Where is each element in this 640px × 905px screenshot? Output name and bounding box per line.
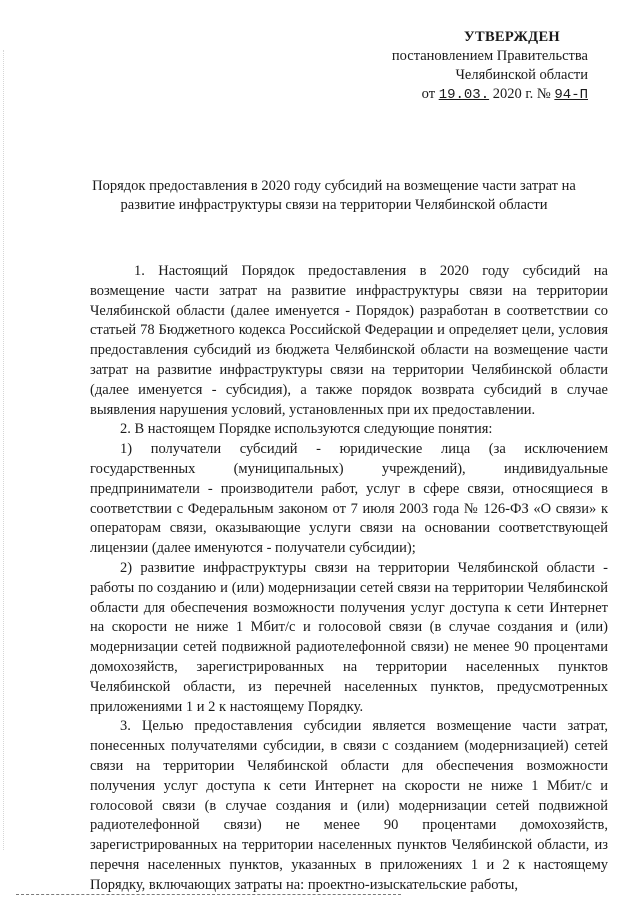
paragraph-2: 2. В настоящем Порядке используются следующие понятия: bbox=[120, 421, 493, 438]
approval-date: 19.03. bbox=[438, 87, 490, 103]
approval-line-1: постановлением Правительства bbox=[391, 48, 588, 64]
approval-block bbox=[348, 28, 588, 105]
title-line-2: развитие инфраструктуры связи на территории Челябинской области bbox=[120, 197, 548, 213]
approval-year: 2020 г. № bbox=[492, 86, 551, 102]
paragraph-1: 1. Настоящий Порядок предоставления в 2020 году субсидий на возмещение части затрат на развитие инфраструктуры связи на территории Челябинской области (далее именуется - Порядок) разработан в соответствии со статьей 78 Бюджетного кодекса Российской Федерации и определяет цели, условия предоставления субсидий из бюджета Челябинской области на возмещение части затрат на развитие инфраструктуры связи на территории Челябинской области (далее именуется - субсидия), а также порядок возврата субсидий в случае выявления нарушения условий, установленных при их предоставлении. bbox=[90, 263, 608, 418]
document-title bbox=[64, 177, 604, 215]
paragraph-3: 3. Целью предоставления субсидии является возмещение части затрат, понесенных получателями субсидии, в связи с созданием (модернизацией) сетей связи на территории Челябинской области для обеспечения возможности получения услуг доступа к сети Интернет на скорости не ниже 1 Мбит/с и голосовой связи (в случае создания и (или) модернизации сетей подвижной радиотелефонной связи) не менее 90 процентами домохозяйств, зарегистрированных на территории населенных пунктов Челябинской области, из перечня населенных пунктов, указанных в приложениях 1 и 2 к настоящему Порядку, включающих затраты на: проектно-изыскательские работы, bbox=[90, 718, 608, 893]
approval-prefix: от bbox=[421, 86, 436, 102]
approval-stamp: УТВЕРЖДЕН bbox=[464, 29, 560, 45]
document-body bbox=[90, 262, 608, 896]
footer-divider bbox=[16, 894, 401, 895]
approval-line-2: Челябинской области bbox=[455, 67, 588, 83]
scan-margin-marks bbox=[3, 50, 4, 850]
paragraph-2-2: 2) развитие инфраструктуры связи на территории Челябинской области - работы по созданию и (или) модернизации сетей связи на территории Челябинской области для обеспечения возможности получения услуг доступа к сети Интернет на скорости не ниже 1 Мбит/с и голосовой связи (в случае создания и (или) модернизации сетей подвижной радиотелефонной связи) не менее 90 процентами домохозяйств, зарегистрированных на территории населенных пунктов Челябинской области, из перечней населенных пунктов, предусмотренных приложениями 1 и 2 к настоящему Порядку. bbox=[90, 559, 608, 715]
approval-number: 94-П bbox=[554, 87, 588, 103]
approval-date-line bbox=[348, 85, 588, 105]
paragraph-2-1: 1) получатели субсидий - юридические лица (за исключением государственных (муниципальных) учреждений), индивидуальные предприниматели - производители работ, услуг в сфере связи, относящиеся в соответствии с Федеральным законом от 7 июля 2003 года № 126-ФЗ «О связи» к операторам связи, оказывающие услуги связи на основании соответствующей лицензии (далее именуются - получатели субсидии); bbox=[90, 441, 608, 557]
title-line-1: Порядок предоставления в 2020 году субсидий на возмещение части затрат на bbox=[92, 178, 576, 194]
